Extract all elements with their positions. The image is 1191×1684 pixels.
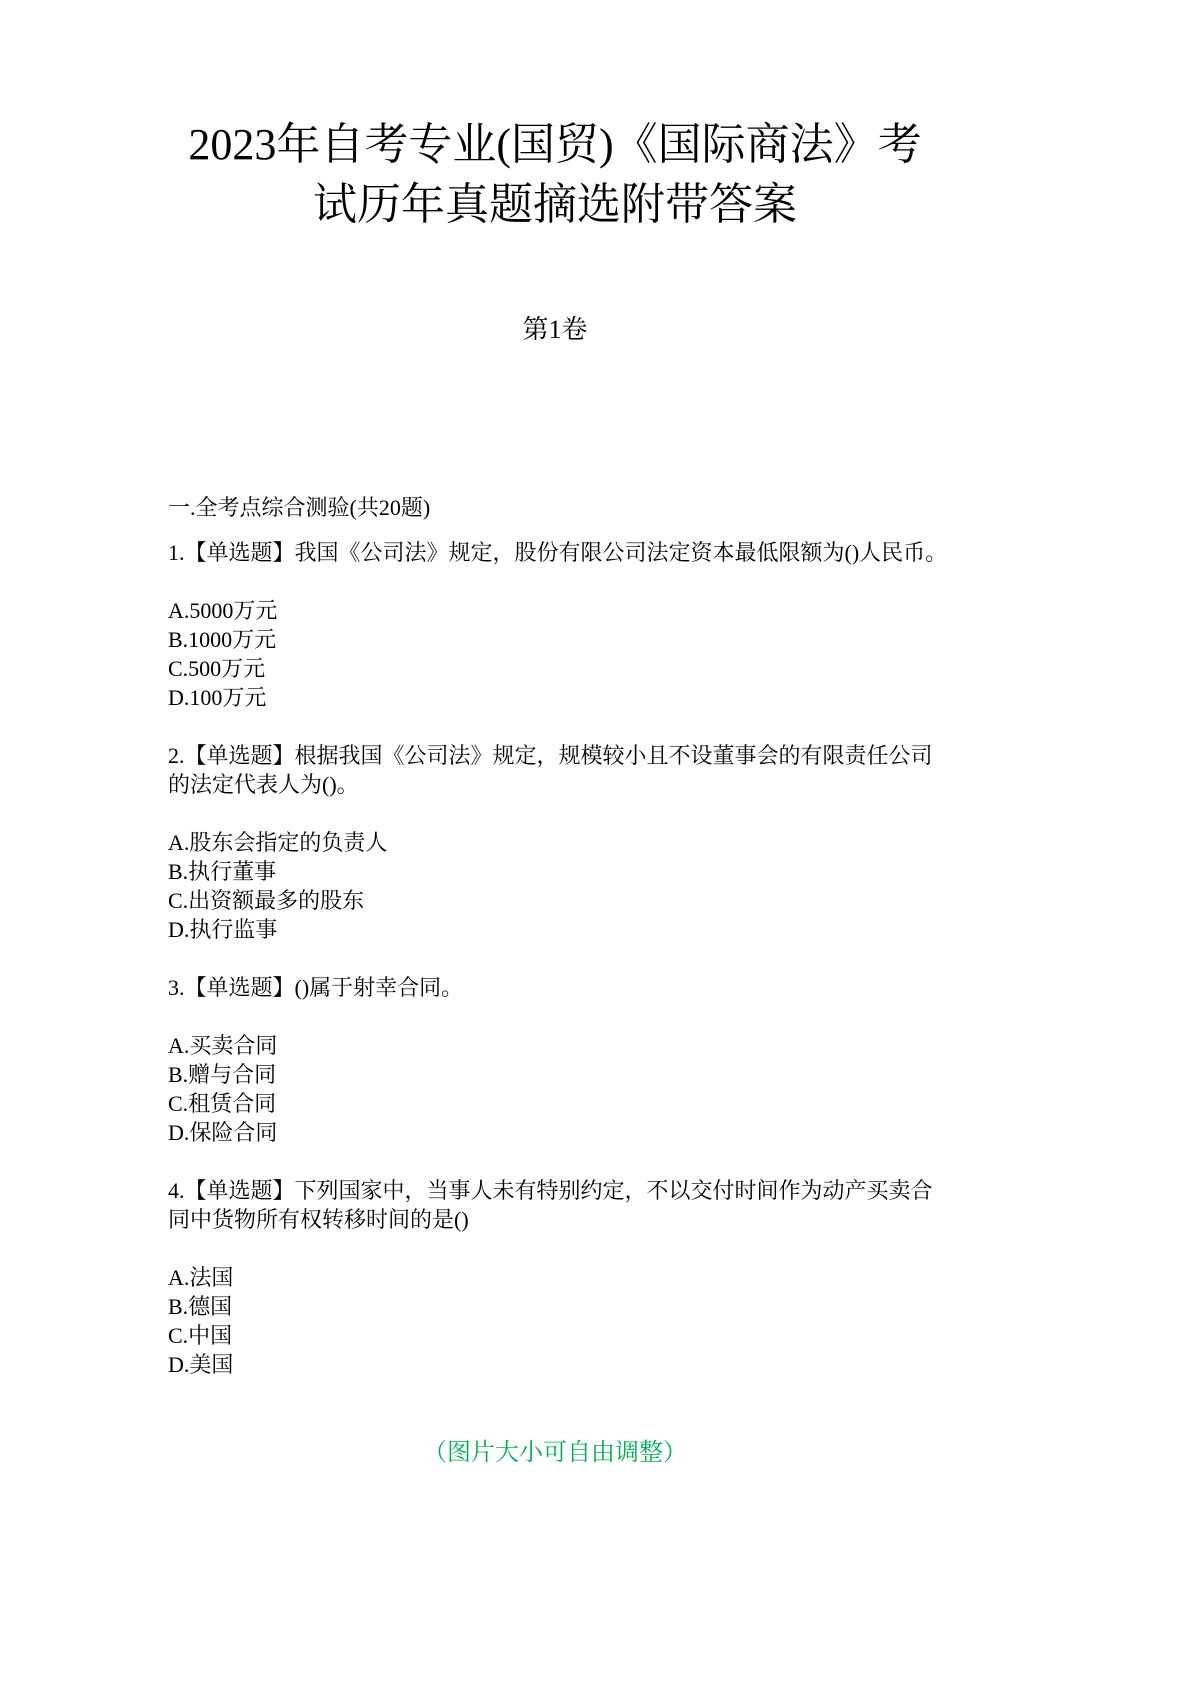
question-block bbox=[168, 973, 1068, 1147]
title-line: 2023年自考专业(国贸)《国际商法》考 bbox=[188, 120, 922, 169]
option-item: C.租赁合同 bbox=[168, 1091, 277, 1116]
option-item: D.美国 bbox=[168, 1352, 234, 1377]
option-item: D.保险合同 bbox=[168, 1120, 278, 1145]
option-item: A.股东会指定的负责人 bbox=[168, 830, 388, 855]
option-item: B.执行董事 bbox=[168, 859, 277, 884]
title-line: 试历年真题摘选附带答案 bbox=[313, 180, 797, 229]
question-block bbox=[168, 1176, 1068, 1379]
question-stem: 3.【单选题】()属于射幸合同。 bbox=[168, 975, 464, 1000]
question-stem: 同中货物所有权转移时间的是() bbox=[168, 1207, 469, 1232]
volume-label: 第1卷 bbox=[522, 315, 588, 344]
document-title bbox=[105, 115, 1005, 235]
document-body bbox=[168, 493, 1068, 1408]
option-item: A.法国 bbox=[168, 1265, 234, 1290]
option-item: B.德国 bbox=[168, 1294, 233, 1319]
option-list bbox=[168, 828, 1068, 944]
section-header: 一.全考点综合测验(共20题) bbox=[168, 495, 431, 520]
option-item: B.赠与合同 bbox=[168, 1062, 277, 1087]
option-item: A.买卖合同 bbox=[168, 1033, 278, 1058]
option-item: C.500万元 bbox=[168, 656, 266, 681]
option-list bbox=[168, 1263, 1068, 1379]
footer-note: （图片大小可自由调整） bbox=[423, 1440, 687, 1466]
option-item: A.5000万元 bbox=[168, 598, 278, 623]
option-item: C.中国 bbox=[168, 1323, 233, 1348]
question-stem: 4.【单选题】下列国家中，当事人未有特别约定，不以交付时间作为动产买卖合 bbox=[168, 1178, 933, 1203]
option-item: B.1000万元 bbox=[168, 627, 277, 652]
question-stem: 1.【单选题】我国《公司法》规定，股份有限公司法定资本最低限额为()人民币。 bbox=[168, 540, 948, 565]
option-item: D.执行监事 bbox=[168, 917, 278, 942]
option-list bbox=[168, 596, 1068, 712]
question-stem: 2.【单选题】根据我国《公司法》规定，规模较小且不设董事会的有限责任公司 bbox=[168, 743, 933, 768]
question-block bbox=[168, 538, 1068, 712]
option-list bbox=[168, 1031, 1068, 1147]
option-item: D.100万元 bbox=[168, 685, 267, 710]
question-stem: 的法定代表人为()。 bbox=[168, 772, 359, 797]
question-block bbox=[168, 741, 1068, 944]
option-item: C.出资额最多的股东 bbox=[168, 888, 365, 913]
